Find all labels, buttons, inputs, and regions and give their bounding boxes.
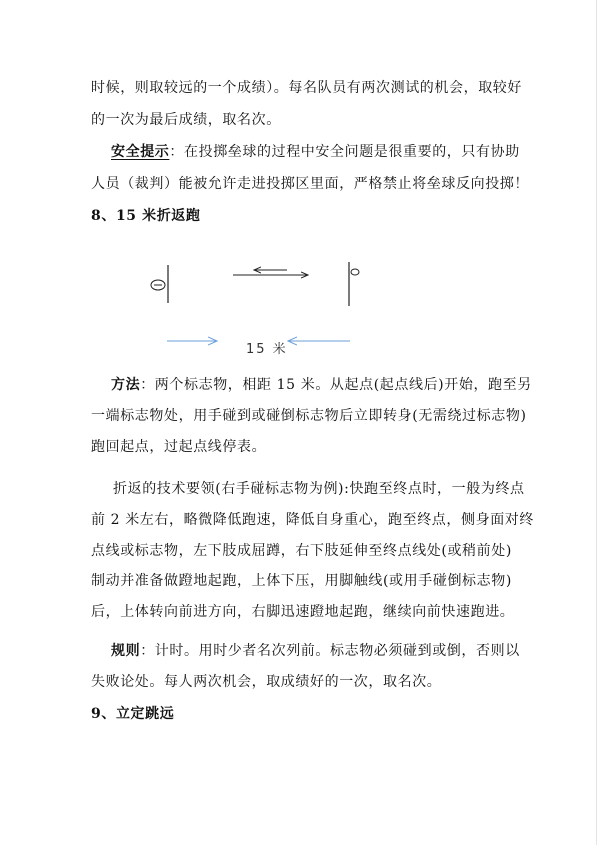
safety-tip-text: ：在投掷垒球的过程中安全问题是很重要的，只有协助	[169, 144, 520, 160]
method-text: ：两个标志物，相距 15 米。从起点(起点线后)开始，跑至另	[140, 377, 532, 393]
paragraph-line: 制动并准备做蹬地起跑，上体下压，用脚触线(或用手碰倒标志物)	[91, 573, 512, 589]
paragraph-line: 前 2 米左右，略微降低跑速，降低自身重心，跑至终点，侧身面对终	[91, 512, 535, 528]
paragraph-line: 后，上体转向前进方向，右脚迅速蹬地起跑，继续向前快速跑进。	[91, 604, 515, 620]
rule-line	[111, 642, 520, 660]
rule-text: ：计时。用时少者名次列前。标志物必须碰到或倒，否则以	[140, 643, 520, 659]
rule-label: 规则	[111, 643, 141, 659]
paragraph-line: 的一次为最后成绩，取名次。	[91, 112, 281, 128]
paragraph-line: 人员（裁判）能被允许走进投掷区里面，严格禁止将垒球反向投掷！	[91, 176, 529, 192]
paragraph-line: 时候，则取较远的一个成绩）。每名队员有两次测试的机会，取较好	[91, 80, 522, 96]
method-label: 方法	[111, 377, 141, 393]
method-line	[111, 376, 532, 394]
safety-tip-line	[111, 143, 520, 161]
technique-line: 折返的技术要领(右手碰标志物为例):快跑至终点时，一般为终点	[113, 481, 525, 497]
section-heading-8: 8、15 米折返跑	[91, 208, 201, 224]
safety-tip-label: 安全提示	[111, 144, 170, 160]
section-heading-9: 9、立定跳远	[91, 706, 175, 722]
distance-label: 15 米	[246, 342, 288, 357]
paragraph-line: 跑回起点，过起点线停表。	[91, 439, 267, 455]
start-marker	[151, 265, 168, 303]
turn-marker	[349, 262, 359, 306]
paragraph-line: 一端标志物处，用手碰到或碰倒标志物后立即转身(无需绕过标志物)	[91, 408, 527, 424]
paragraph-line: 失败论处。每人两次机会，取成绩好的一次，取名次。	[91, 674, 442, 690]
paragraph-line: 点线或标志物，左下肢成屈蹲，右下肢延伸至终点线处(或稍前处)	[91, 543, 512, 559]
